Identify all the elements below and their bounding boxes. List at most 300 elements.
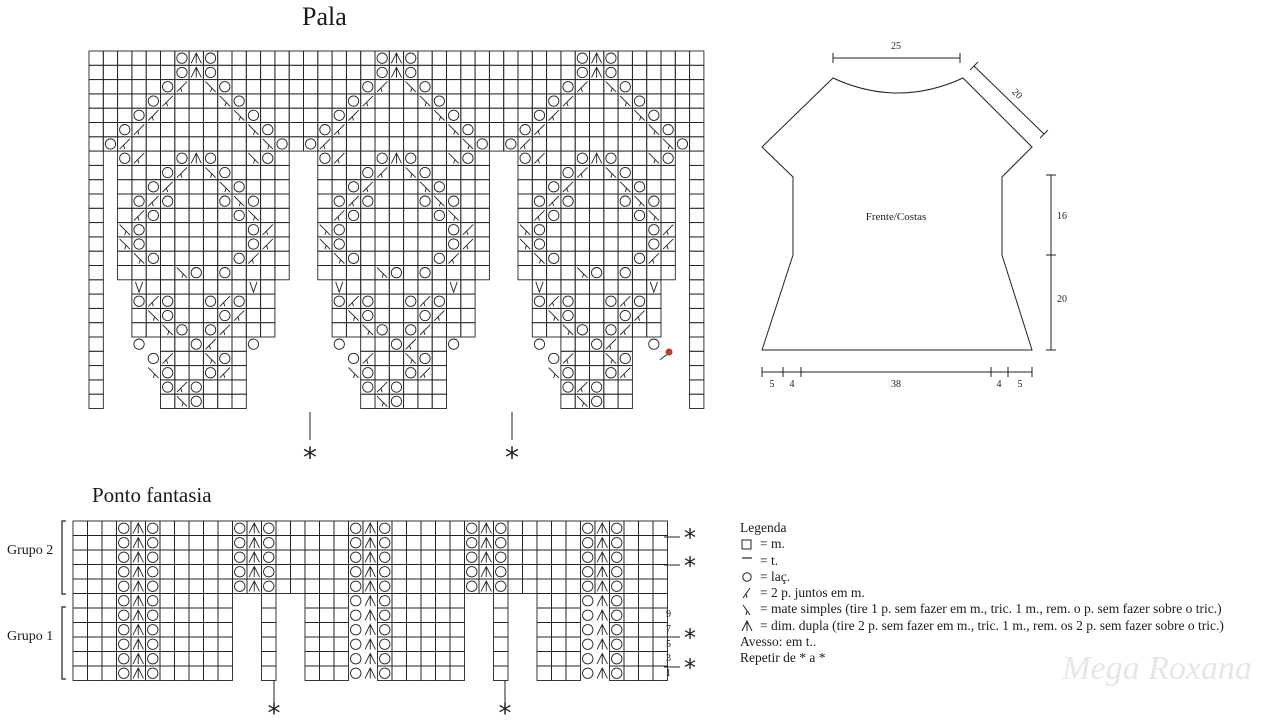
chart-cell xyxy=(450,608,465,623)
chart-cell xyxy=(421,637,436,652)
repeat-asterisk: * xyxy=(505,441,519,474)
chart-cell xyxy=(421,623,436,638)
yarn-over-symbol xyxy=(248,196,258,206)
yarn-over-symbol xyxy=(583,639,593,649)
yarn-over-symbol xyxy=(148,96,158,106)
chart-cell xyxy=(246,294,260,308)
chart-cell xyxy=(450,637,465,652)
chart-cell xyxy=(552,623,567,638)
chart-cell xyxy=(575,208,589,222)
chart-cell xyxy=(334,536,349,551)
yarn-over-symbol xyxy=(263,125,273,135)
k2tog-symbol xyxy=(463,239,473,249)
yarn-over-symbol xyxy=(406,325,416,335)
chart-cell xyxy=(160,637,175,652)
chart-cell xyxy=(375,123,389,137)
chart-cell xyxy=(118,251,132,265)
chart-cell xyxy=(537,550,552,565)
chart-cell xyxy=(261,94,275,108)
k2tog-symbol xyxy=(177,82,187,92)
chart-cell xyxy=(375,223,389,237)
chart-cell xyxy=(447,294,461,308)
ssk-symbol xyxy=(649,210,659,220)
chart-cell xyxy=(618,251,632,265)
double-decrease-symbol xyxy=(249,581,259,591)
chart-cell xyxy=(494,637,509,652)
chart-cell xyxy=(102,652,117,667)
chart-cell xyxy=(334,608,349,623)
chart-cell xyxy=(392,565,407,580)
yarn-over-symbol xyxy=(563,382,573,392)
ssk-symbol xyxy=(434,110,444,120)
chart-cell xyxy=(404,380,418,394)
chart-cell xyxy=(88,579,103,594)
yarn-over-symbol xyxy=(134,225,144,235)
chart-cell xyxy=(103,65,117,79)
chart-cell xyxy=(89,151,103,165)
yarn-over-symbol xyxy=(534,239,544,249)
chart-cell xyxy=(661,94,675,108)
yarn-over-symbol xyxy=(264,538,274,548)
k2tog-symbol xyxy=(620,325,630,335)
chart-cell xyxy=(675,94,689,108)
chart-cell xyxy=(407,666,422,681)
yarn-over-symbol xyxy=(634,96,644,106)
chart-cell xyxy=(189,180,203,194)
double-decrease-symbol xyxy=(481,581,491,591)
chart-cell xyxy=(73,637,88,652)
yarn-over-symbol xyxy=(592,382,602,392)
chart-cell xyxy=(407,536,422,551)
yarn-over-symbol xyxy=(363,196,373,206)
chart-cell xyxy=(624,550,639,565)
chart-cell xyxy=(618,137,632,151)
chart-cell xyxy=(346,151,360,165)
yarn-over-symbol xyxy=(191,268,201,278)
chart-cell xyxy=(404,280,418,294)
chart-cell xyxy=(604,223,618,237)
chart-cell xyxy=(532,65,546,79)
ssk-symbol xyxy=(348,310,358,320)
chart-cell xyxy=(618,151,632,165)
chart-cell xyxy=(690,323,704,337)
height-lower-value: 20 xyxy=(1057,294,1067,305)
ssk-symbol xyxy=(320,239,330,249)
ponto-fantasia-chart xyxy=(73,521,668,681)
double-decrease-symbol xyxy=(597,552,607,562)
double-decrease-symbol xyxy=(365,668,375,678)
chart-cell xyxy=(88,550,103,565)
chart-cell xyxy=(305,550,320,565)
chart-cell xyxy=(624,579,639,594)
chart-cell xyxy=(262,666,277,681)
yarn-over-symbol xyxy=(583,610,593,620)
ssk-symbol xyxy=(248,210,258,220)
repeat-asterisk: * xyxy=(684,624,696,652)
chart-cell xyxy=(189,280,203,294)
chart-cell xyxy=(537,536,552,551)
chart-cell xyxy=(404,266,418,280)
chart-cell xyxy=(653,594,668,609)
slip-symbol xyxy=(336,282,343,292)
chart-cell xyxy=(361,237,375,251)
chart-cell xyxy=(189,652,204,667)
yarn-over-symbol xyxy=(148,639,158,649)
chart-cell xyxy=(632,51,646,65)
chart-cell xyxy=(146,237,160,251)
chart-cell xyxy=(547,123,561,137)
chart-cell xyxy=(175,594,190,609)
chart-cell xyxy=(639,521,654,536)
chart-cell xyxy=(418,65,432,79)
yarn-over-symbol xyxy=(148,210,158,220)
chart-cell xyxy=(590,137,604,151)
chart-cell xyxy=(561,65,575,79)
repeat-asterisk: * xyxy=(684,552,696,580)
chart-cell xyxy=(436,637,451,652)
chart-cell xyxy=(160,652,175,667)
chart-cell xyxy=(421,666,436,681)
chart-cell xyxy=(508,536,523,551)
double-decrease-symbol xyxy=(133,654,143,664)
chart-cell xyxy=(102,637,117,652)
yarn-over-symbol xyxy=(351,625,361,635)
yarn-over-symbol xyxy=(583,523,593,533)
chart-cell xyxy=(639,565,654,580)
chart-cell xyxy=(73,623,88,638)
chart-cell xyxy=(421,550,436,565)
chart-cell xyxy=(189,666,204,681)
chart-cell xyxy=(203,137,217,151)
chart-cell xyxy=(624,521,639,536)
double-decrease-symbol xyxy=(133,552,143,562)
yarn-over-symbol xyxy=(351,567,361,577)
chart-cell xyxy=(436,521,451,536)
chart-cell xyxy=(218,550,233,565)
chart-cell xyxy=(88,637,103,652)
k2tog-symbol xyxy=(634,310,644,320)
yarn-over-symbol xyxy=(235,523,245,533)
yarn-over-symbol xyxy=(583,654,593,664)
chart-cell xyxy=(561,251,575,265)
chart-cell xyxy=(547,65,561,79)
chart-cell xyxy=(547,266,561,280)
chart-cell xyxy=(518,165,532,179)
yarn-over-symbol xyxy=(377,53,387,63)
chart-cell xyxy=(489,80,503,94)
chart-cell xyxy=(421,652,436,667)
chart-cell xyxy=(537,623,552,638)
double-decrease-symbol xyxy=(133,610,143,620)
bottom-dim-2: 4 xyxy=(789,379,795,390)
chart-cell xyxy=(547,165,561,179)
chart-cell xyxy=(450,550,465,565)
chart-cell xyxy=(632,151,646,165)
chart-cell xyxy=(261,294,275,308)
yarn-over-symbol xyxy=(534,110,544,120)
chart-cell xyxy=(389,165,403,179)
chart-cell xyxy=(624,666,639,681)
ssk-symbol xyxy=(563,325,573,335)
yarn-over-symbol xyxy=(434,96,444,106)
double-decrease-symbol xyxy=(592,67,602,77)
yarn-over-symbol xyxy=(363,167,373,177)
yarn-over-symbol xyxy=(649,225,659,235)
chart-cell xyxy=(305,536,320,551)
yarn-over-symbol xyxy=(220,310,230,320)
chart-cell xyxy=(320,608,335,623)
chart-cell xyxy=(361,123,375,137)
chart-cell xyxy=(375,94,389,108)
chart-cell xyxy=(132,65,146,79)
chart-cell xyxy=(604,380,618,394)
chart-cell xyxy=(653,565,668,580)
ssk-symbol xyxy=(649,125,659,135)
chart-cell xyxy=(318,108,332,122)
chart-cell xyxy=(189,108,203,122)
yarn-over-symbol xyxy=(119,596,129,606)
chart-cell xyxy=(161,137,175,151)
double-decrease-symbol xyxy=(597,523,607,533)
chart-cell xyxy=(361,51,375,65)
chart-cell xyxy=(604,180,618,194)
chart-cell xyxy=(203,208,217,222)
chart-cell xyxy=(88,521,103,536)
chart-cell xyxy=(461,308,475,322)
chart-cell xyxy=(361,208,375,222)
yarn-over-symbol xyxy=(420,310,430,320)
chart-cell xyxy=(102,623,117,638)
k2tog-symbol xyxy=(177,382,187,392)
chart-cell xyxy=(432,80,446,94)
chart-cell xyxy=(175,536,190,551)
chart-cell xyxy=(575,366,589,380)
yarn-over-symbol xyxy=(612,654,622,664)
chart-cell xyxy=(305,579,320,594)
yarn-over-symbol xyxy=(634,182,644,192)
yarn-over-symbol xyxy=(380,596,390,606)
chart-cell xyxy=(132,180,146,194)
chart-cell xyxy=(175,652,190,667)
yarn-over-symbol xyxy=(612,625,622,635)
repeat-asterisk: * xyxy=(684,524,696,552)
chart-cell xyxy=(332,266,346,280)
chart-cell xyxy=(375,108,389,122)
chart-cell xyxy=(146,165,160,179)
chart-cell xyxy=(590,237,604,251)
chart-cell xyxy=(262,623,277,638)
chart-cell xyxy=(618,65,632,79)
shoulder-value: 20 xyxy=(1009,86,1025,102)
chart-cell xyxy=(232,266,246,280)
yarn-over-symbol xyxy=(119,625,129,635)
chart-cell xyxy=(146,51,160,65)
chart-cell xyxy=(461,194,475,208)
chart-cell xyxy=(504,65,518,79)
chart-cell xyxy=(532,165,546,179)
k2tog-symbol xyxy=(320,139,330,149)
chart-cell xyxy=(624,637,639,652)
yarn-over-symbol xyxy=(205,53,215,63)
chart-cell xyxy=(624,623,639,638)
chart-cell xyxy=(175,194,189,208)
chart-cell xyxy=(604,208,618,222)
chart-cell xyxy=(275,266,289,280)
yarn-over-symbol xyxy=(220,196,230,206)
chart-cell xyxy=(432,65,446,79)
k2tog-symbol xyxy=(577,82,587,92)
chart-cell xyxy=(346,165,360,179)
chart-cell xyxy=(653,521,668,536)
chart-cell xyxy=(590,108,604,122)
yarn-over-symbol xyxy=(119,581,129,591)
double-decrease-symbol xyxy=(365,639,375,649)
chart-cell xyxy=(494,666,509,681)
chart-cell xyxy=(218,108,232,122)
yarn-over-symbol xyxy=(592,268,602,278)
k2tog-symbol xyxy=(563,182,573,192)
chart-cell xyxy=(218,251,232,265)
chart-cell xyxy=(566,550,581,565)
chart-cell xyxy=(88,536,103,551)
ssk-symbol xyxy=(634,110,644,120)
chart-cell xyxy=(89,308,103,322)
chart-cell xyxy=(218,223,232,237)
chart-cell xyxy=(160,608,175,623)
chart-cell xyxy=(475,108,489,122)
yarn-over-symbol xyxy=(449,110,459,120)
chart-cell xyxy=(161,223,175,237)
yarn-over-symbol xyxy=(351,538,361,548)
chart-cell xyxy=(361,394,375,408)
chart-cell xyxy=(450,565,465,580)
chart-cell xyxy=(218,151,232,165)
dash-icon xyxy=(740,554,758,568)
ssk-symbol xyxy=(420,96,430,106)
chart-cell xyxy=(118,165,132,179)
chart-cell xyxy=(632,123,646,137)
chart-cell xyxy=(475,80,489,94)
chart-cell xyxy=(218,594,233,609)
yarn-over-symbol xyxy=(563,167,573,177)
k2tog-symbol xyxy=(334,153,344,163)
chart-cell xyxy=(418,337,432,351)
chart-cell xyxy=(392,579,407,594)
yarn-over-symbol xyxy=(277,139,287,149)
chart-cell xyxy=(203,308,217,322)
yarn-over-symbol xyxy=(264,523,274,533)
yarn-over-symbol xyxy=(235,567,245,577)
yarn-over-symbol xyxy=(363,310,373,320)
chart-cell xyxy=(204,565,219,580)
yarn-over-symbol xyxy=(583,567,593,577)
double-decrease-symbol xyxy=(365,581,375,591)
chart-cell xyxy=(232,337,246,351)
chart-cell xyxy=(421,594,436,609)
chart-cell xyxy=(146,323,160,337)
chart-cell xyxy=(404,108,418,122)
double-decrease-symbol xyxy=(365,552,375,562)
chart-cell xyxy=(690,223,704,237)
double-decrease-symbol xyxy=(597,581,607,591)
chart-cell xyxy=(146,151,160,165)
chart-cell xyxy=(575,194,589,208)
chart-cell xyxy=(218,337,232,351)
chart-cell xyxy=(489,51,503,65)
repeat-asterisk: * xyxy=(684,654,696,682)
chart-cell xyxy=(261,266,275,280)
yarn-over-symbol xyxy=(449,225,459,235)
legend xyxy=(740,520,1224,667)
chart-cell xyxy=(575,280,589,294)
chart-cell xyxy=(690,394,704,408)
chart-cell xyxy=(204,652,219,667)
chart-cell xyxy=(450,521,465,536)
chart-cell xyxy=(523,521,538,536)
chart-cell xyxy=(118,65,132,79)
yarn-over-symbol xyxy=(406,67,416,77)
chart-cell xyxy=(291,550,306,565)
chart-cell xyxy=(73,608,88,623)
chart-cell xyxy=(392,652,407,667)
chart-cell xyxy=(690,165,704,179)
chart-cell xyxy=(320,666,335,681)
chart-cell xyxy=(690,137,704,151)
yarn-over-symbol xyxy=(363,296,373,306)
chart-cell xyxy=(604,194,618,208)
chart-cell xyxy=(590,94,604,108)
chart-cell xyxy=(632,165,646,179)
chart-cell xyxy=(232,394,246,408)
chart-cell xyxy=(418,51,432,65)
yarn-over-symbol xyxy=(406,296,416,306)
yarn-over-symbol xyxy=(649,196,659,206)
chart-cell xyxy=(88,623,103,638)
double-decrease-symbol xyxy=(191,153,201,163)
chart-cell xyxy=(304,65,318,79)
chart-cell xyxy=(436,565,451,580)
chart-cell xyxy=(489,65,503,79)
k2tog-symbol xyxy=(549,110,559,120)
chart-cell xyxy=(566,652,581,667)
chart-cell xyxy=(89,180,103,194)
chart-cell xyxy=(447,137,461,151)
chart-cell xyxy=(547,137,561,151)
chart-cell xyxy=(175,666,190,681)
yarn-over-symbol xyxy=(205,153,215,163)
chart-cell xyxy=(361,65,375,79)
chart-cell xyxy=(218,237,232,251)
chart-cell xyxy=(261,280,275,294)
chart-cell xyxy=(461,266,475,280)
yarn-over-symbol xyxy=(380,523,390,533)
chart-cell xyxy=(175,208,189,222)
chart-cell xyxy=(450,579,465,594)
chart-cell xyxy=(204,579,219,594)
chart-cell xyxy=(566,637,581,652)
chart-cell xyxy=(375,237,389,251)
yarn-over-symbol xyxy=(583,581,593,591)
yarn-over-symbol xyxy=(467,552,477,562)
chart-cell xyxy=(204,637,219,652)
chart-cell xyxy=(118,194,132,208)
chart-cell xyxy=(189,565,204,580)
yarn-over-symbol xyxy=(612,523,622,533)
yarn-over-symbol xyxy=(463,153,473,163)
yarn-over-symbol xyxy=(264,552,274,562)
chart-cell xyxy=(618,394,632,408)
yarn-over-symbol xyxy=(406,53,416,63)
